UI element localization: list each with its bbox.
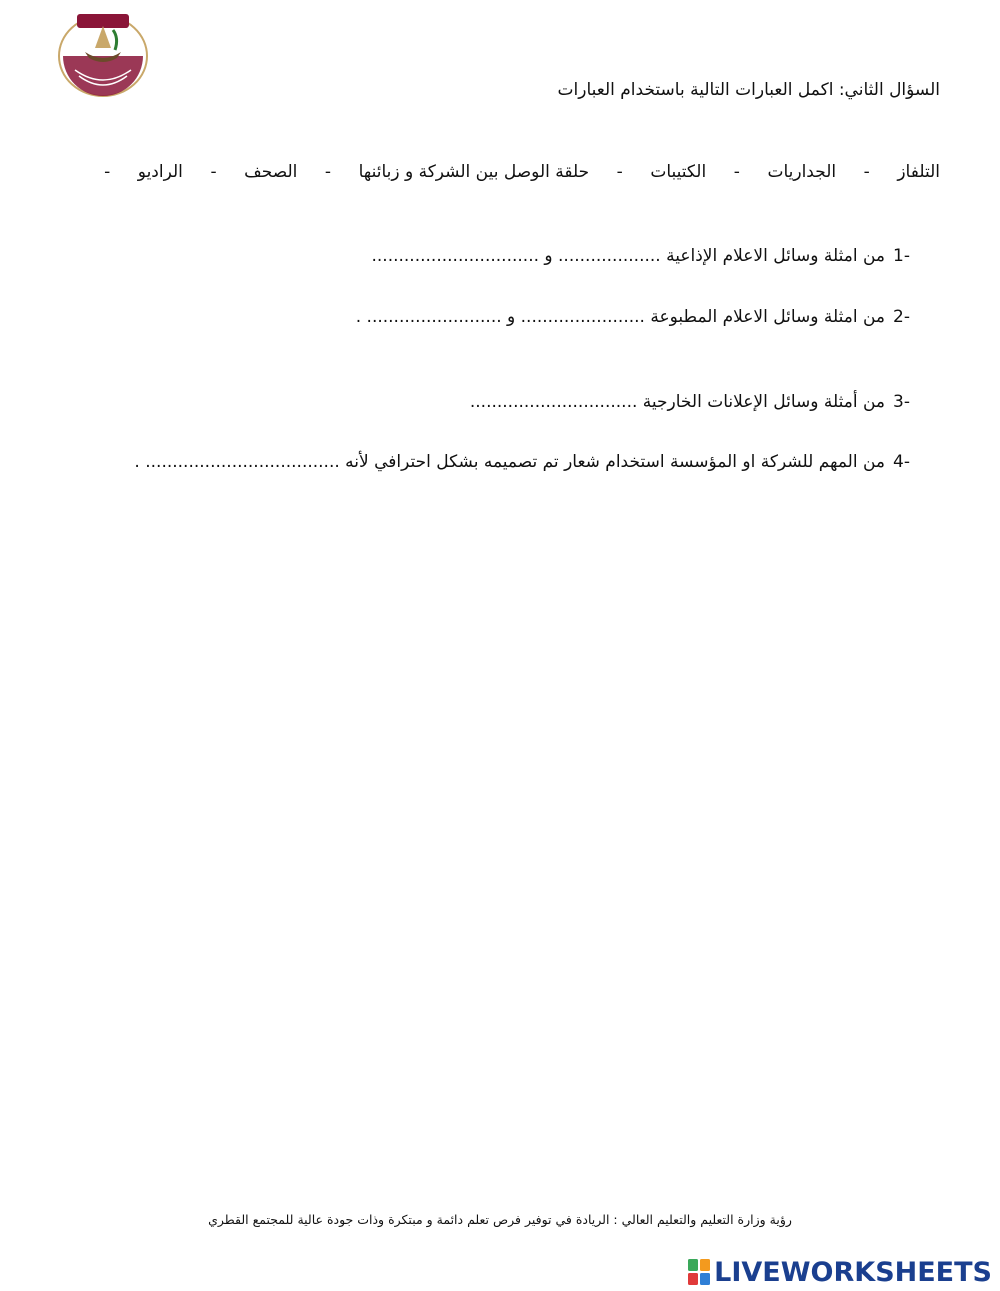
question-item bbox=[371, 246, 910, 266]
liveworksheets-badge-icon bbox=[688, 1259, 710, 1285]
question-item bbox=[356, 307, 910, 327]
question-item bbox=[470, 392, 910, 412]
question-text[interactable]: من امثلة وسائل الاعلام المطبوعة ....................... و ......................... . bbox=[355, 307, 886, 327]
liveworksheets-brand[interactable] bbox=[688, 1254, 992, 1290]
word-bank-item: الصحف bbox=[244, 162, 298, 182]
question-number: -3 bbox=[893, 392, 910, 412]
question-text[interactable]: من أمثلة وسائل الإعلانات الخارجية ............................... bbox=[469, 392, 886, 412]
question-text[interactable]: من المهم للشركة او المؤسسة استخدام شعار تم تصميمه بشكل احترافي لأنه .................................... . bbox=[134, 452, 886, 472]
word-bank-item: حلقة الوصل بين الشركة و زبائنها bbox=[358, 162, 590, 182]
word-bank-item: التلفاز bbox=[897, 162, 940, 182]
word-bank-separator: - bbox=[616, 162, 623, 182]
ministry-logo bbox=[55, 8, 151, 98]
liveworksheets-wordmark: LIVEWORKSHEETS bbox=[714, 1256, 992, 1288]
question-number: -4 bbox=[893, 452, 910, 472]
word-bank-item: الراديو bbox=[137, 162, 183, 182]
footer-vision-statement: رؤية وزارة التعليم والتعليم العالي : الريادة في توفير فرص تعلم دائمة و مبتكرة وذات جودة عالية للمجتمع القطري bbox=[208, 1212, 792, 1227]
question-item bbox=[134, 452, 910, 472]
word-bank-item: الكتيبات bbox=[650, 162, 707, 182]
question-number: -1 bbox=[893, 246, 910, 266]
word-bank-separator: - bbox=[733, 162, 740, 182]
word-bank-separator: - bbox=[210, 162, 217, 182]
question-title: السؤال الثاني: اكمل العبارات التالية باستخدام العبارات bbox=[557, 80, 940, 100]
word-bank-separator: - bbox=[324, 162, 332, 182]
question-text[interactable]: من امثلة وسائل الاعلام الإذاعية ................... و ............................... bbox=[371, 246, 886, 266]
word-bank-separator: - bbox=[104, 162, 111, 182]
question-number: -2 bbox=[893, 307, 910, 327]
word-bank bbox=[100, 162, 940, 182]
word-bank-item: الجداريات bbox=[767, 162, 837, 182]
word-bank-separator: - bbox=[863, 162, 870, 182]
